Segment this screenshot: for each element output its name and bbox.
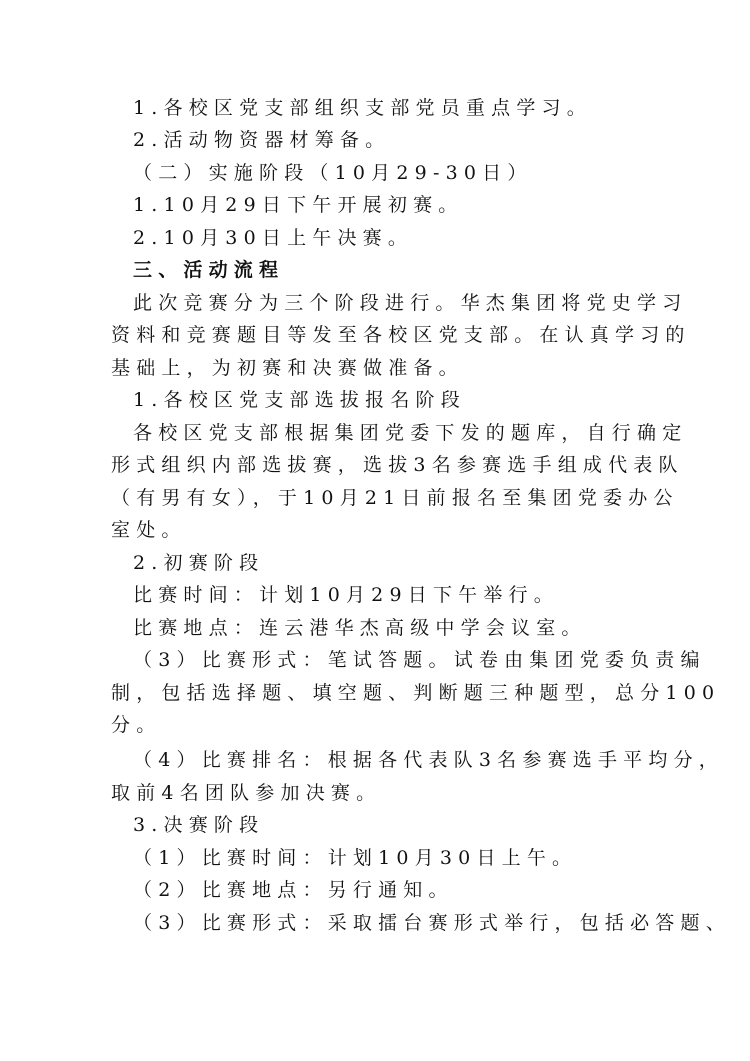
section-heading: 三、活动流程 — [133, 259, 285, 281]
paragraph-line: 基础上，为初赛和决赛做准备。 — [111, 357, 464, 379]
paragraph-line: 室处。 — [111, 519, 187, 541]
paragraph-line: 此次竞赛分为三个阶段进行。华杰集团将党史学习 — [133, 292, 688, 314]
paragraph-line: 资料和竞赛题目等发至各校区党支部。在认真学习的 — [111, 324, 691, 346]
subsection-heading: 1.各校区党支部选拔报名阶段 — [133, 389, 466, 411]
paragraph-line: 制，包括选择题、填空题、判断题三种题型，总分100 — [111, 682, 721, 704]
text-line: 1.10月29日下午开展初赛。 — [133, 194, 464, 216]
paragraph-line: 分。 — [111, 714, 162, 736]
paragraph-line: 各校区党支部根据集团党委下发的题库，自行确定 — [133, 422, 688, 444]
subsection-heading: 3.决赛阶段 — [133, 814, 265, 836]
text-line: （2）比赛地点：另行通知。 — [133, 879, 454, 901]
section-subheading: （二）实施阶段（10月29-30日） — [133, 162, 533, 184]
paragraph-line: （3）比赛形式：笔试答题。试卷由集团党委负责编 — [133, 649, 706, 671]
text-line: 比赛地点：连云港华杰高级中学会议室。 — [133, 617, 587, 639]
paragraph-line: 取前4名团队参加决赛。 — [111, 782, 382, 804]
paragraph-line: 形式组织内部选拔赛，选拔3名参赛选手组成代表队 — [111, 454, 684, 476]
paragraph-line: （有男有女），于10月21日前报名至集团党委办公 — [111, 487, 679, 509]
text-line: 2.10月30日上午决赛。 — [133, 227, 414, 249]
subsection-heading: 2.初赛阶段 — [133, 552, 265, 574]
text-line: 2.活动物资器材筹备。 — [133, 129, 391, 151]
paragraph-line: （3）比赛形式：采取擂台赛形式举行，包括必答题、 — [133, 912, 731, 934]
text-line: 比赛时间：计划10月29日下午举行。 — [133, 584, 559, 606]
text-line: 1.各校区党支部组织支部党员重点学习。 — [133, 97, 592, 119]
text-line: （1）比赛时间：计划10月30日上午。 — [133, 847, 578, 869]
paragraph-line: （4）比赛排名：根据各代表队3名参赛选手平均分， — [133, 749, 724, 771]
